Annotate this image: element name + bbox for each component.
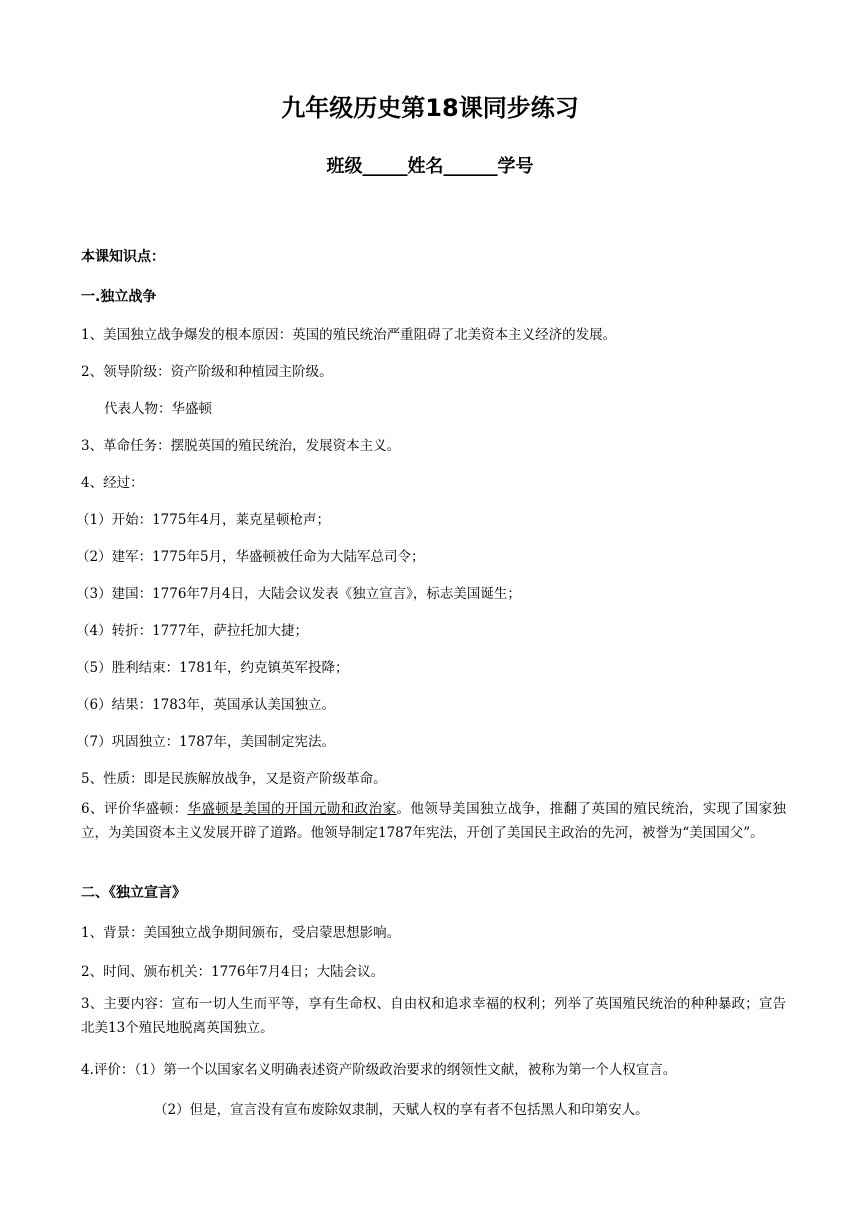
course-step: （5）胜利结束：1781年，约克镇英军投降； — [76, 660, 349, 676]
section1-item1: 1、美国独立战争爆发的根本原因：英国的殖民统治严重阻碍了北美资本主义经济的发展。 — [81, 327, 617, 343]
section2-item1: 1、背景：美国独立战争期间颁布，受启蒙思想影响。 — [81, 925, 401, 941]
section1-heading: 一.独立战争 — [81, 289, 157, 305]
section1-item2: 2、领导阶级：资产阶级和种植园主阶级。 — [81, 364, 333, 380]
course-step: （1）开始：1775年4月，莱克星顿枪声； — [76, 512, 331, 528]
course-step: （4）转折：1777年，萨拉托加大捷； — [76, 623, 308, 639]
section2-item4-sub: （2）但是，宣言没有宣布废除奴隶制，天赋人权的享有者不包括黑人和印第安人。 — [154, 1102, 649, 1118]
course-step: （6）结果：1783年，英国承认美国独立。 — [76, 697, 335, 713]
knowledge-heading: 本课知识点： — [81, 249, 165, 265]
section1-item3: 3、革命任务：摆脱英国的殖民统治，发展资本主义。 — [81, 438, 401, 454]
section2-item4: 4.评价：（1）第一个以国家名义明确表述资产阶级政治要求的纲领性文献，被称为第一个人权宣言。 — [81, 1062, 677, 1078]
course-step: （2）建军：1775年5月，华盛顿被任命为大陆军总司令； — [76, 549, 425, 565]
course-step: （3）建国：1776年7月4日，大陆会议发表《独立宣言》，标志美国诞生； — [76, 586, 521, 602]
section1-item4: 4、经过： — [81, 475, 144, 491]
page-title: 九年级历史第18课同步练习 — [281, 94, 579, 122]
section1-item2-sub: 代表人物：华盛顿 — [104, 401, 212, 417]
section1-item5: 5、性质：即是民族解放战争，又是资产阶级革命。 — [81, 771, 387, 787]
section2-item2: 2、时间、颁布机关：1776年7月4日；大陆会议。 — [81, 964, 385, 980]
item6-rest: 。他领导美国独立战争，推翻了英国的殖民统治，实现了国家独立，为美国资本主义发展开辟了道路。他领导制定1787年宪法，开创了美国民主政治的先河，被誉为“美国国父”。 — [81, 801, 786, 841]
student-info-line: 班级_____姓名______学号 — [326, 156, 534, 177]
item6-underlined: 华盛顿是美国的开国元勋和政治家 — [187, 801, 397, 817]
course-step: （7）巩固独立：1787年，美国制定宪法。 — [76, 734, 335, 750]
item6-prefix: 6、评价华盛顿： — [81, 801, 188, 817]
section2-item3: 3、主要内容：宣布一切人生而平等，享有生命权、自由权和追求幸福的权利；列举了英国殖民统治的种种暴政；宣告北美13个殖民地脱离英国独立。 — [81, 996, 786, 1036]
section1-item6 — [81, 797, 786, 845]
section2-heading: 二、《独立宣言》 — [81, 885, 186, 901]
